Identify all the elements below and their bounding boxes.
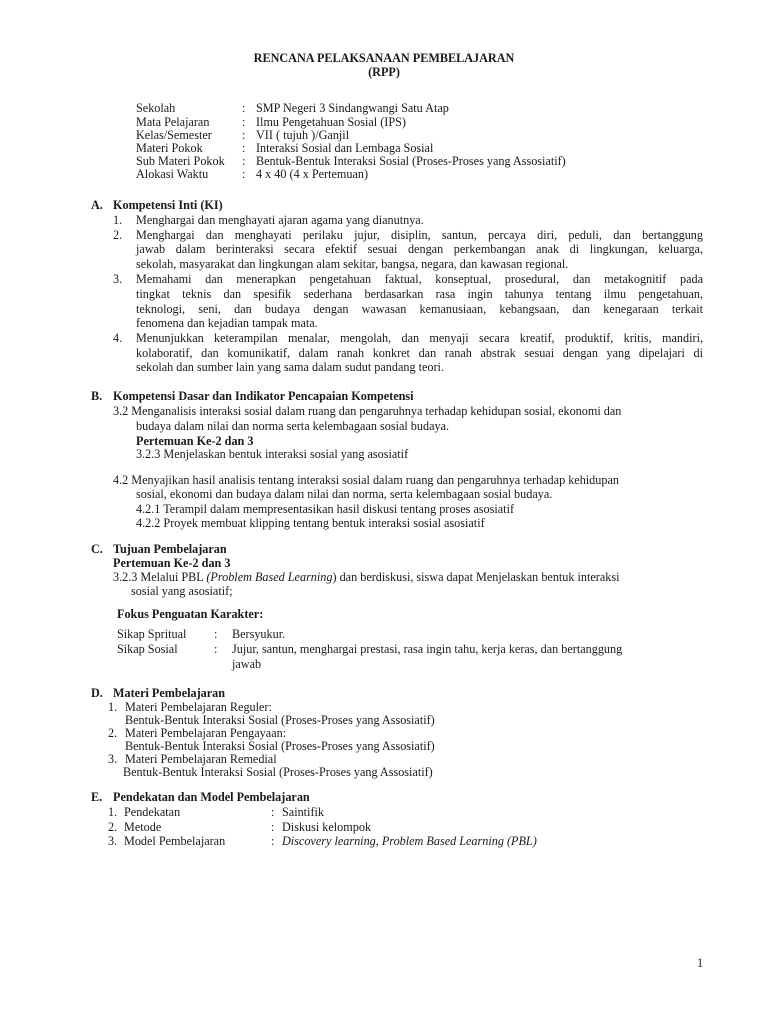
identity-value: Ilmu Pengetahuan Sosial (IPS) (256, 115, 406, 129)
list-item-text: Memahami dan menerapkan pengetahuan faktual, konseptual, prosedural, dan metakognitif pada (136, 272, 703, 286)
kd-text: sosial, ekonomi dan budaya dalam nilai dan norma, serta kelembagaan sosial budaya. (136, 487, 553, 501)
approach-value: Diskusi kelompok (282, 820, 372, 834)
list-item-text: tingkat teknis dan spesifik sederhana berdasarkan rasa ingin tahunya tentang ilmu pengetahuan, (136, 287, 703, 301)
meeting-heading: Pertemuan Ke-2 dan 3 (136, 434, 254, 448)
focus-heading: Fokus Penguatan Karakter: (117, 607, 264, 621)
list-item-text: sekolah dan sumber lain yang sama dalam sudut pandang teori. (136, 360, 444, 374)
list-number: 3. (108, 752, 118, 766)
document-subtitle: (RPP) (368, 65, 400, 79)
identity-sep: : (242, 154, 246, 168)
approach-label: Metode (124, 820, 162, 834)
goal-text-end: ) dan berdiskusi, siswa dapat Menjelaskan bentuk interaksi (332, 570, 620, 584)
material-detail: Bentuk-Bentuk Interaksi Sosial (Proses-Proses yang Assosiatif) (123, 765, 433, 779)
meeting-heading: Pertemuan Ke-2 dan 3 (113, 556, 231, 570)
approach-sep: : (271, 805, 275, 819)
approach-sep: : (271, 820, 275, 834)
identity-value: VII ( tujuh )/Ganjil (256, 128, 350, 142)
indicator-text: 3.2.3 Menjelaskan bentuk interaksi sosial yang asosiatif (136, 447, 409, 461)
identity-value: Interaksi Sosial dan Lembaga Sosial (256, 141, 434, 155)
kd-text: budaya dalam nilai dan norma serta kelembagaan sosial budaya. (136, 419, 450, 433)
kd-text: 4.2 Menyajikan hasil analisis tentang interaksi sosial dalam ruang dan pengaruhnya terhadap kehidupan (113, 473, 619, 487)
goal-text: sosial yang asosiatif; (131, 584, 233, 598)
identity-label: Sekolah (136, 101, 176, 115)
list-item-text: jawab dalam berinteraksi secara efektif sesuai dengan perkembangan anak di lingkungan, keluarga, (136, 242, 703, 256)
goal-text (113, 570, 620, 585)
identity-sep: : (242, 141, 246, 155)
identity-sep: : (242, 167, 246, 181)
focus-value: Bersyukur. (232, 627, 286, 641)
focus-sep: : (214, 627, 218, 641)
page-number: 1 (697, 956, 704, 970)
identity-sep: : (242, 128, 246, 142)
identity-value: SMP Negeri 3 Sindangwangi Satu Atap (256, 101, 449, 115)
list-item-text: fenomena dan kejadian tampak mata. (136, 316, 318, 330)
section-letter: B. (91, 389, 103, 403)
list-item-text: Menghargai dan menghayati perilaku jujur, disiplin, santun, percaya diri, peduli, dan bertanggung (136, 228, 703, 242)
approach-label: Model Pembelajaran (124, 834, 226, 848)
focus-label: Sikap Sosial (117, 642, 178, 656)
material-detail: Bentuk-Bentuk Interaksi Sosial (Proses-Proses yang Assosiatif) (125, 739, 435, 753)
approach-value: Saintifik (282, 805, 324, 819)
list-item-text: Menghargai dan menghayati ajaran agama yang dianutnya. (136, 213, 424, 227)
section-heading: Kompetensi Dasar dan Indikator Pencapaian Kompetensi (113, 389, 414, 403)
focus-value: Jujur, santun, menghargai prestasi, rasa ingin tahu, kerja keras, dan bertanggung (232, 642, 623, 656)
list-number: 1. (108, 805, 118, 819)
document-title: RENCANA PELAKSANAAN PEMBELAJARAN (253, 51, 515, 65)
material-title: Materi Pembelajaran Reguler: (125, 700, 272, 714)
material-title: Materi Pembelajaran Remedial (125, 752, 277, 766)
identity-value: 4 x 40 (4 x Pertemuan) (256, 167, 369, 181)
section-letter: D. (91, 686, 103, 700)
list-number: 2. (113, 228, 123, 242)
identity-sep: : (242, 115, 246, 129)
list-item-text: kolaboratif, dan komunikatif, dalam ranah konkret dan ranah abstrak sesuai dengan yang dipelajari di (136, 346, 703, 360)
section-heading: Tujuan Pembelajaran (113, 542, 227, 556)
identity-label: Materi Pokok (136, 141, 203, 155)
goal-text-start: 3.2.3 Melalui PBL (113, 570, 207, 584)
list-item-text: Menunjukkan keterampilan menalar, mengolah, dan menyaji secara kreatif, produktif, kritis, mandiri, (136, 331, 703, 345)
identity-sep: : (242, 101, 246, 115)
list-item-text: sekolah, masyarakat dan lingkungan alam sekitar, bangsa, negara, dan kawasan regional. (136, 257, 569, 271)
identity-label: Mata Pelajaran (136, 115, 210, 129)
identity-label: Kelas/Semester (136, 128, 212, 142)
section-heading: Pendekatan dan Model Pembelajaran (113, 790, 310, 804)
list-number: 3. (113, 272, 123, 286)
list-number: 2. (108, 820, 118, 834)
indicator-text: 4.2.1 Terampil dalam mempresentasikan hasil diskusi tentang proses asosiatif (136, 502, 515, 516)
focus-sep: : (214, 642, 218, 656)
indicator-text: 4.2.2 Proyek membuat klipping tentang bentuk interaksi sosial asosiatif (136, 516, 485, 530)
list-number: 2. (108, 726, 118, 740)
approach-label: Pendekatan (124, 805, 181, 819)
focus-label: Sikap Spritual (117, 627, 187, 641)
focus-value: jawab (232, 657, 262, 671)
list-item-text: teknologi, seni, dan budaya dengan wawasan kemanusiaan, kebangsaan, dan kenegaraan terkait (136, 302, 703, 316)
approach-sep: : (271, 834, 275, 848)
list-number: 3. (108, 834, 118, 848)
section-letter: E. (91, 790, 103, 804)
section-heading: Kompetensi Inti (KI) (113, 198, 223, 212)
list-number: 1. (108, 700, 118, 714)
identity-label: Alokasi Waktu (136, 167, 209, 181)
material-title: Materi Pembelajaran Pengayaan: (125, 726, 287, 740)
goal-text-italic: (Problem Based Learning (206, 570, 333, 584)
list-number: 4. (113, 331, 123, 345)
section-letter: A. (91, 198, 103, 212)
material-detail: Bentuk-Bentuk Interaksi Sosial (Proses-Proses yang Assosiatif) (125, 713, 435, 727)
section-letter: C. (91, 542, 103, 556)
identity-value: Bentuk-Bentuk Interaksi Sosial (Proses-Proses yang Assosiatif) (256, 154, 566, 168)
section-heading: Materi Pembelajaran (113, 686, 226, 700)
kd-text: 3.2 Menganalisis interaksi sosial dalam ruang dan pengaruhnya terhadap kehidupan sosial, ekonomi dan (113, 404, 622, 418)
identity-label: Sub Materi Pokok (136, 154, 225, 168)
list-number: 1. (113, 213, 123, 227)
approach-value: Discovery learning, Problem Based Learning (PBL) (282, 834, 537, 848)
